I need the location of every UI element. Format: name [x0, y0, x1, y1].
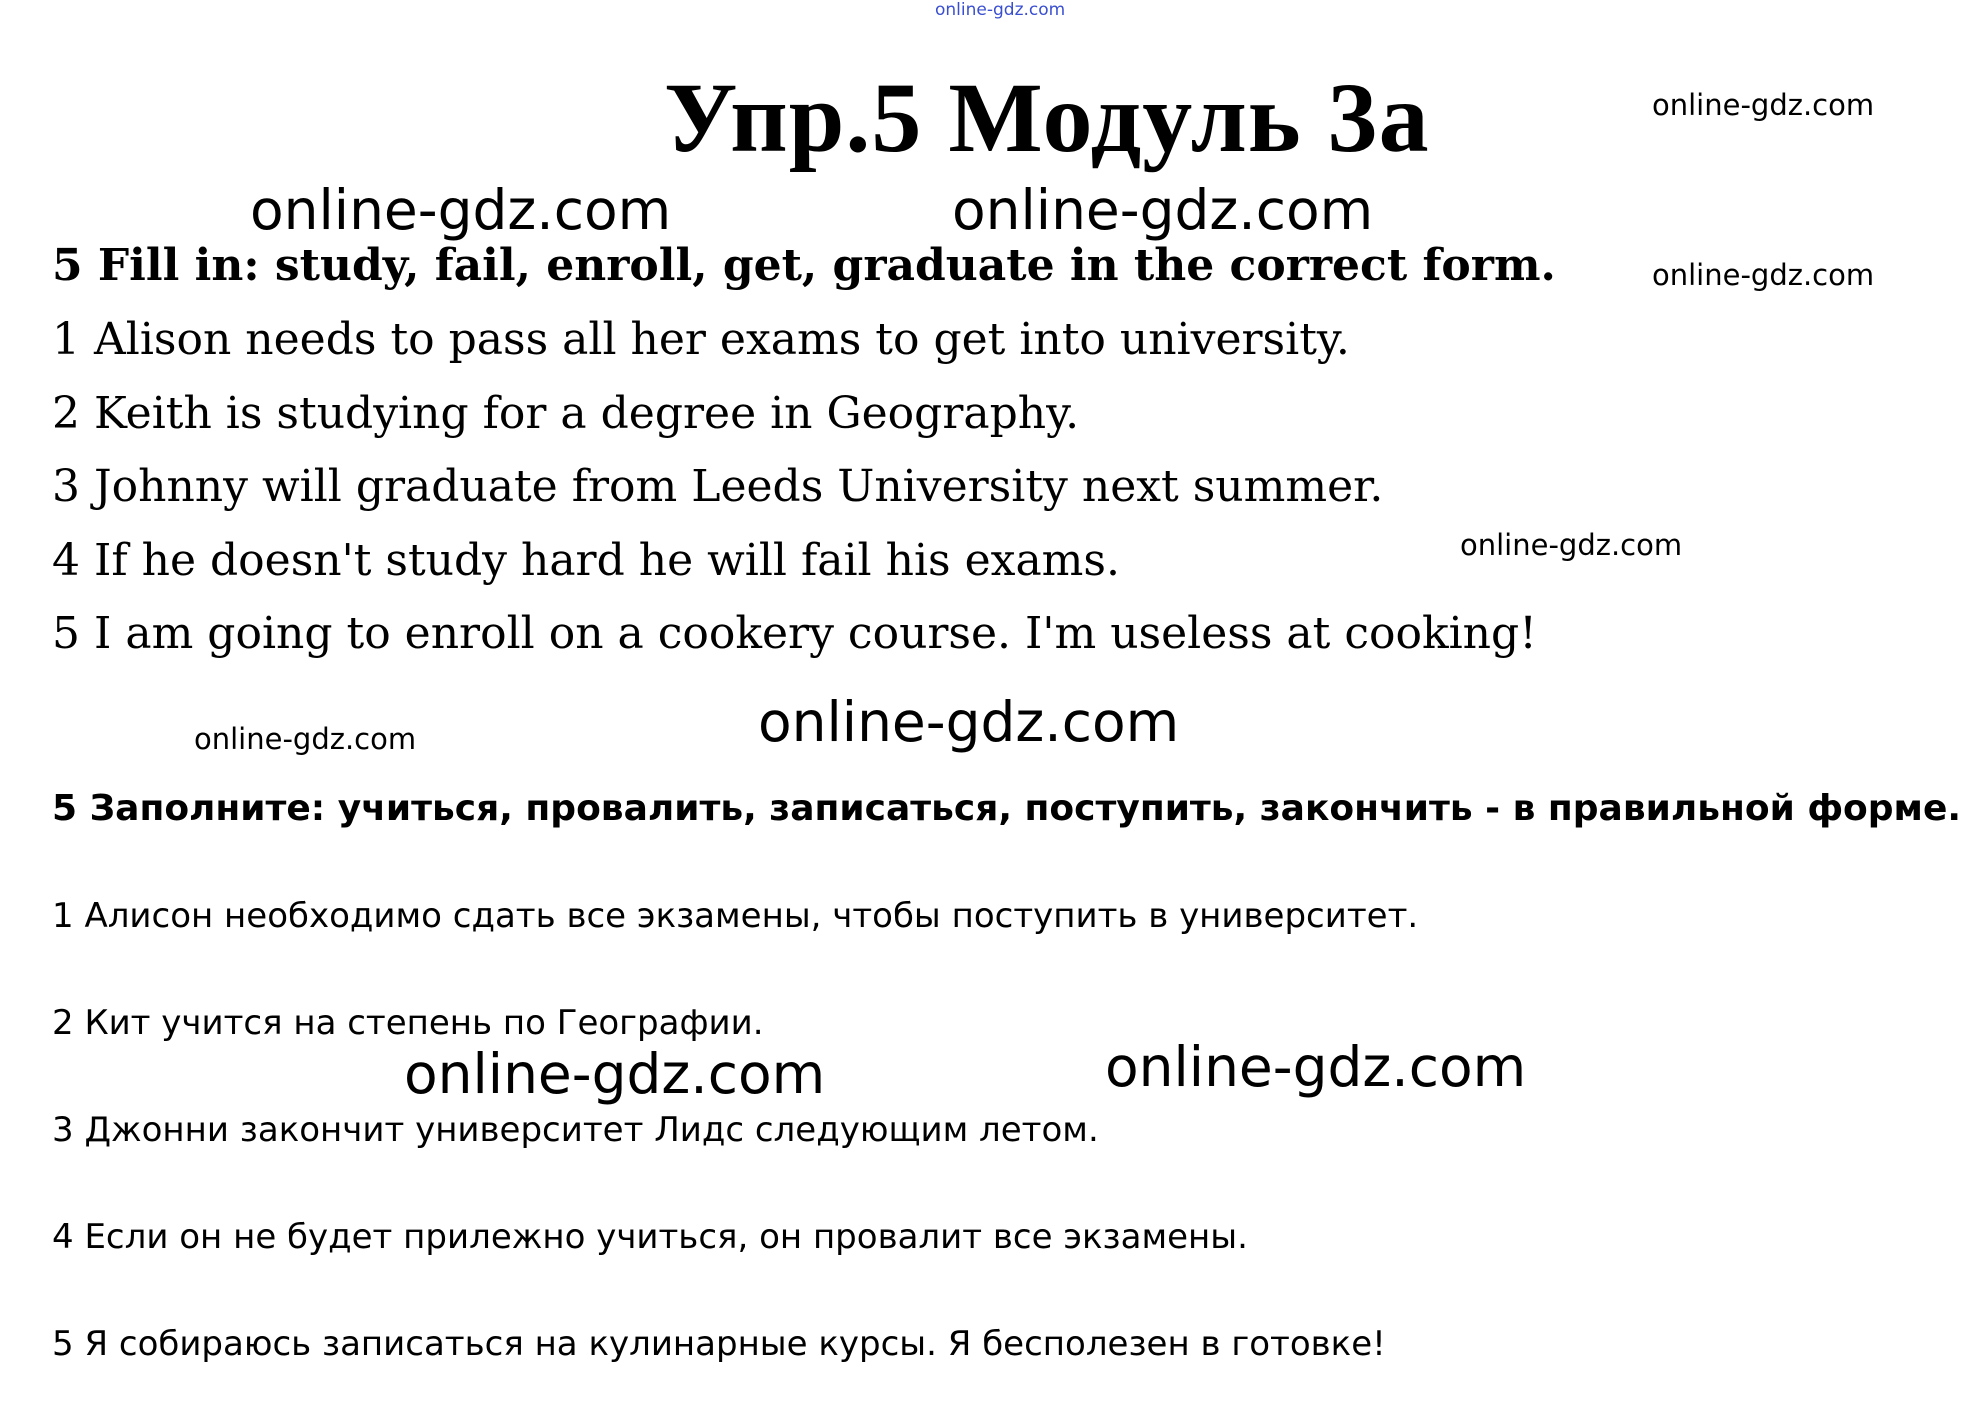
russian-item-1: 1 Алисон необходимо сдать все экзамены, чтобы поступить в университет. [52, 896, 1419, 936]
page-title: Упр.5 Модуль 3а [664, 62, 1430, 173]
watermark-upper-left: online-gdz.com [250, 178, 672, 242]
english-item-4: 4 If he doesn't study hard he will fail his exams. [52, 535, 1120, 586]
english-item-1: 1 Alison needs to pass all her exams to get into university. [52, 314, 1350, 365]
english-item-5: 5 I am going to enroll on a cookery course. I'm useless at cooking! [52, 608, 1537, 659]
watermark-mid-left: online-gdz.com [194, 722, 417, 756]
russian-item-5: 5 Я собираюсь записаться на кулинарные курсы. Я бесполезен в готовке! [52, 1324, 1386, 1364]
watermark-top-tiny: online-gdz.com [935, 0, 1066, 20]
russian-instruction: 5 Заполните: учиться, провалить, записаться, поступить, закончить - в правильной форме. [52, 788, 1962, 829]
russian-item-2: 2 Кит учится на степень по Географии. [52, 1003, 764, 1043]
watermark-lower-left: online-gdz.com [404, 1042, 826, 1106]
watermark-right-3: online-gdz.com [1460, 528, 1683, 562]
english-item-2: 2 Keith is studying for a degree in Geography. [52, 388, 1080, 439]
watermark-right-2: online-gdz.com [1652, 258, 1875, 292]
watermark-mid-center: online-gdz.com [758, 690, 1180, 754]
russian-item-3: 3 Джонни закончит университет Лидс следующим летом. [52, 1110, 1099, 1150]
watermark-upper-center: online-gdz.com [952, 178, 1374, 242]
watermark-top-right: online-gdz.com [1652, 88, 1875, 122]
english-item-3: 3 Johnny will graduate from Leeds University next summer. [52, 461, 1384, 512]
english-instruction: 5 Fill in: study, fail, enroll, get, graduate in the correct form. [52, 240, 1556, 291]
watermark-lower-center: online-gdz.com [1105, 1035, 1527, 1099]
russian-item-4: 4 Если он не будет прилежно учиться, он провалит все экзамены. [52, 1217, 1248, 1257]
